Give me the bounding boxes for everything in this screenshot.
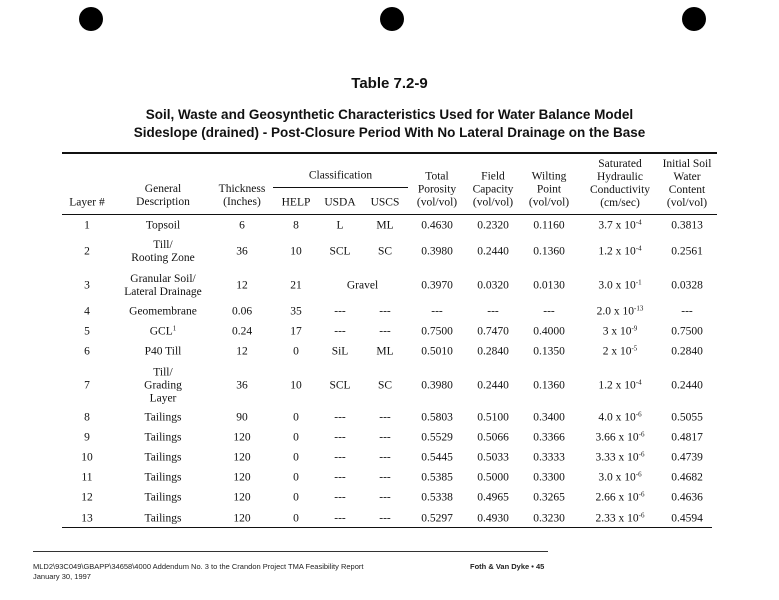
row-layer: 13 — [81, 512, 93, 525]
row-uscs: --- — [379, 305, 391, 318]
row-wilting-point: 0.4000 — [533, 325, 565, 338]
row-porosity: 0.5338 — [421, 491, 453, 504]
binder-hole — [79, 7, 103, 31]
classification-rule — [273, 187, 408, 188]
row-field-capacity: 0.2320 — [477, 219, 509, 232]
binder-hole — [682, 7, 706, 31]
row-layer: 6 — [84, 345, 90, 358]
row-water-content: 0.7500 — [671, 325, 703, 338]
row-conductivity: 3 x $10^{-9}$ — [602, 324, 638, 338]
row-wilting-point: 0.3300 — [533, 471, 565, 484]
row-conductivity: 3.0 x $10^{-6}$ — [598, 470, 642, 484]
row-field-capacity: 0.2840 — [477, 345, 509, 358]
row-conductivity: 3.7 x $10^{-4}$ — [598, 218, 642, 232]
row-layer: 3 — [84, 279, 90, 292]
row-field-capacity: 0.5066 — [477, 431, 509, 444]
row-wilting-point: 0.1360 — [533, 245, 565, 258]
row-thickness: 36 — [236, 379, 248, 392]
row-description: Tailings — [144, 512, 182, 525]
row-usda: SCL — [329, 245, 351, 258]
row-field-capacity: 0.4965 — [477, 491, 509, 504]
row-uscs: ML — [376, 219, 394, 232]
row-usda: --- — [334, 411, 346, 424]
row-usda: --- — [334, 305, 346, 318]
row-thickness: 0.06 — [231, 305, 253, 318]
row-description: Till/ Grading Layer — [144, 366, 182, 405]
row-field-capacity: --- — [487, 305, 499, 318]
row-layer: 9 — [84, 431, 90, 444]
row-thickness: 0.24 — [231, 325, 253, 338]
row-usda: SCL — [329, 379, 351, 392]
row-field-capacity: 0.5033 — [477, 451, 509, 464]
row-usda: --- — [334, 471, 346, 484]
row-wilting-point: 0.0130 — [533, 279, 565, 292]
table-bottom-rule — [62, 527, 712, 528]
row-description: Till/ Rooting Zone — [131, 239, 195, 264]
row-usda: SiL — [331, 345, 349, 358]
row-wilting-point: 0.3333 — [533, 451, 565, 464]
row-porosity: 0.3980 — [421, 245, 453, 258]
row-usda: --- — [334, 431, 346, 444]
row-layer: 7 — [84, 379, 90, 392]
row-layer: 2 — [84, 245, 90, 258]
row-layer: 1 — [84, 219, 90, 232]
row-description: P40 Till — [144, 345, 182, 358]
row-description: Topsoil — [145, 219, 181, 232]
row-porosity: 0.7500 — [421, 325, 453, 338]
row-help: 0 — [293, 451, 299, 464]
row-porosity: 0.3980 — [421, 379, 453, 392]
header-porosity: Total Porosity (vol/vol) — [416, 170, 458, 209]
row-description: Tailings — [144, 431, 182, 444]
row-field-capacity: 0.2440 — [477, 379, 509, 392]
header-field-capacity: Field Capacity (vol/vol) — [472, 170, 514, 209]
row-field-capacity: 0.5100 — [477, 411, 509, 424]
row-thickness: 36 — [236, 245, 248, 258]
row-conductivity: 2.66 x $10^{-6}$ — [595, 490, 645, 504]
row-thickness: 12 — [236, 345, 248, 358]
footer-left — [33, 562, 363, 582]
row-water-content: 0.2840 — [671, 345, 703, 358]
row-thickness: 120 — [233, 491, 251, 504]
row-layer: 8 — [84, 411, 90, 424]
row-uscs: --- — [379, 411, 391, 424]
row-description: Geomembrane — [129, 305, 197, 318]
row-layer: 4 — [84, 305, 90, 318]
row-water-content: 0.4682 — [671, 471, 703, 484]
row-field-capacity: 0.4930 — [477, 512, 509, 525]
header-classification: Classification — [308, 169, 373, 182]
row-help: 0 — [293, 491, 299, 504]
row-help: 21 — [290, 279, 302, 292]
row-wilting-point: 0.3230 — [533, 512, 565, 525]
header-help: HELP — [281, 196, 311, 209]
header-uscs: USCS — [370, 196, 400, 209]
row-uscs: SC — [377, 379, 393, 392]
row-layer: 5 — [84, 325, 90, 338]
row-water-content: 0.3813 — [671, 219, 703, 232]
header-usda: USDA — [324, 196, 356, 209]
row-porosity: 0.3970 — [421, 279, 453, 292]
row-help: 0 — [293, 345, 299, 358]
row-porosity: 0.5297 — [421, 512, 453, 525]
row-usda: --- — [334, 512, 346, 525]
row-wilting-point: 0.3400 — [533, 411, 565, 424]
row-porosity: 0.5010 — [421, 345, 453, 358]
row-layer: 12 — [81, 491, 93, 504]
footer-rule — [33, 551, 548, 552]
table-number: Table 7.2-9 — [351, 75, 428, 92]
row-help: 0 — [293, 431, 299, 444]
row-field-capacity: 0.2440 — [477, 245, 509, 258]
row-thickness: 6 — [239, 219, 245, 232]
row-field-capacity: 0.5000 — [477, 471, 509, 484]
row-conductivity: 2.33 x $10^{-6}$ — [595, 511, 645, 525]
row-thickness: 120 — [233, 451, 251, 464]
row-usda-uscs: Gravel — [346, 279, 379, 292]
row-conductivity: 2 x $10^{-5}$ — [602, 344, 638, 358]
row-usda: --- — [334, 451, 346, 464]
row-water-content: 0.5055 — [671, 411, 703, 424]
row-wilting-point: 0.3366 — [533, 431, 565, 444]
row-wilting-point: 0.1360 — [533, 379, 565, 392]
header-rule — [62, 214, 717, 215]
footer-path: MLD2\93C049\GBAPP\34658\4000 Addendum No. 3 to the Crandon Project TMA Feasibility Report — [33, 562, 364, 571]
row-water-content: 0.4594 — [671, 512, 703, 525]
row-porosity: 0.5529 — [421, 431, 453, 444]
row-help: 10 — [290, 379, 302, 392]
row-usda: --- — [334, 325, 346, 338]
header-water-content: Initial Soil Water Content (vol/vol) — [662, 158, 712, 209]
row-porosity: 0.5385 — [421, 471, 453, 484]
footer-right: Foth & Van Dyke • 45 — [470, 562, 545, 571]
table-title — [0, 106, 779, 142]
row-water-content: 0.4636 — [671, 491, 703, 504]
row-porosity: --- — [431, 305, 443, 318]
header-layer: Layer # — [69, 196, 105, 209]
row-description: GCL$^1$ — [149, 324, 177, 338]
row-description: Granular Soil/ Lateral Drainage — [124, 273, 202, 298]
row-conductivity: 1.2 x $10^{-4}$ — [598, 378, 642, 392]
row-conductivity: 4.0 x $10^{-6}$ — [598, 410, 642, 424]
row-water-content: 0.0328 — [671, 279, 703, 292]
row-wilting-point: 0.1350 — [533, 345, 565, 358]
table-top-rule — [62, 152, 717, 154]
row-description: Tailings — [144, 451, 182, 464]
row-help: 0 — [293, 471, 299, 484]
row-help: 8 — [293, 219, 299, 232]
row-water-content: 0.4817 — [671, 431, 703, 444]
row-porosity: 0.4630 — [421, 219, 453, 232]
table-title-line-2: Sideslope (drained) - Post-Closure Period With No Lateral Drainage on the Base — [133, 125, 646, 140]
row-help: 0 — [293, 512, 299, 525]
row-help: 10 — [290, 245, 302, 258]
row-uscs: --- — [379, 325, 391, 338]
row-water-content: 0.4739 — [671, 451, 703, 464]
row-uscs: --- — [379, 512, 391, 525]
row-help: 0 — [293, 411, 299, 424]
binder-hole — [380, 7, 404, 31]
row-layer: 11 — [81, 471, 93, 484]
row-uscs: --- — [379, 451, 391, 464]
header-description: General Description — [136, 183, 190, 208]
row-thickness: 12 — [236, 279, 248, 292]
row-porosity: 0.5803 — [421, 411, 453, 424]
header-wilting-point: Wilting Point (vol/vol) — [528, 170, 570, 209]
row-description: Tailings — [144, 411, 182, 424]
row-conductivity: 3.66 x $10^{-6}$ — [595, 430, 645, 444]
row-water-content: 0.2440 — [671, 379, 703, 392]
row-thickness: 90 — [236, 411, 248, 424]
row-description: Tailings — [144, 491, 182, 504]
row-conductivity: 3.0 x $10^{-1}$ — [598, 278, 642, 292]
row-uscs: ML — [376, 345, 394, 358]
row-wilting-point: --- — [543, 305, 555, 318]
header-conductivity: Saturated Hydraulic Conductivity (cm/sec) — [589, 158, 651, 209]
row-conductivity: 2.0 x $10^{-13}$ — [596, 304, 644, 318]
header-thickness: Thickness (Inches) — [218, 183, 266, 208]
row-thickness: 120 — [233, 431, 251, 444]
row-thickness: 120 — [233, 512, 251, 525]
row-wilting-point: 0.3265 — [533, 491, 565, 504]
row-wilting-point: 0.1160 — [533, 219, 565, 232]
row-usda: --- — [334, 491, 346, 504]
row-usda: L — [336, 219, 344, 232]
footer-date: January 30, 1997 — [33, 572, 91, 581]
row-uscs: --- — [379, 471, 391, 484]
row-field-capacity: 0.7470 — [477, 325, 509, 338]
row-layer: 10 — [81, 451, 93, 464]
row-uscs: --- — [379, 431, 391, 444]
table-title-line-1: Soil, Waste and Geosynthetic Characteristics Used for Water Balance Model — [145, 107, 634, 122]
row-uscs: SC — [377, 245, 393, 258]
row-conductivity: 1.2 x $10^{-4}$ — [598, 244, 642, 258]
row-water-content: --- — [681, 305, 693, 318]
row-uscs: --- — [379, 491, 391, 504]
row-description: Tailings — [144, 471, 182, 484]
row-thickness: 120 — [233, 471, 251, 484]
row-help: 35 — [290, 305, 302, 318]
row-water-content: 0.2561 — [671, 245, 703, 258]
row-help: 17 — [290, 325, 302, 338]
row-conductivity: 3.33 x $10^{-6}$ — [595, 450, 645, 464]
row-porosity: 0.5445 — [421, 451, 453, 464]
row-field-capacity: 0.0320 — [477, 279, 509, 292]
